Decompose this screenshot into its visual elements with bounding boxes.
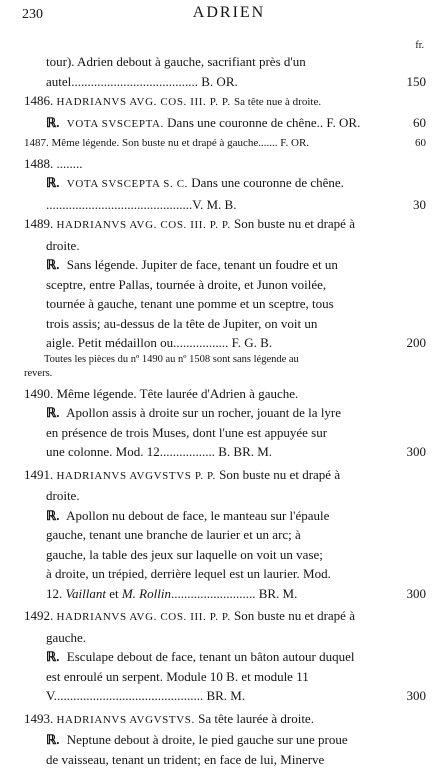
entry-1487 (24, 134, 424, 154)
reverse-text: Apollon nu debout de face, le manteau sur l'épaule (66, 508, 329, 523)
reverse-text: une colonne. Mod. 12................. B. BR. M. (46, 444, 272, 459)
entry-text: 1487. Même légende. Son buste nu et drapé à gauche....... F. OR. (24, 137, 309, 149)
obverse-legend: HADRIANVS AVG. COS. III. P. P. (57, 611, 231, 623)
reverse-line (24, 647, 424, 667)
running-title: ADRIEN (22, 4, 436, 22)
reverse-text: Esculape debout de face, tenant un bâton autour duquel (67, 649, 355, 664)
obverse-legend: HADRIANVS AVG. COS. III. P. P. (57, 219, 231, 231)
reverse-legend: VOTA SVSCEPTA S. C. (67, 178, 188, 190)
obverse-description: Son buste nu et drapé à (219, 467, 340, 482)
reverse-line (24, 442, 424, 462)
reverse-symbol: ℝ. (46, 115, 60, 130)
author-name: Vaillant (66, 586, 106, 601)
footnote-line: revers. (24, 367, 424, 381)
reverse-line (24, 333, 424, 353)
price: 200 (396, 333, 426, 353)
entry-line (24, 134, 424, 154)
entry-1489 (24, 214, 424, 381)
reverse-text: 12. (46, 586, 62, 601)
obverse-description: Son buste nu et drapé à (234, 608, 355, 623)
entry-dots: ........ (57, 156, 83, 171)
entry-line: tour). Adrien debout à gauche, sacrifiant près d'un (24, 52, 424, 72)
obverse-legend: HADRIANVS AVG. COS. III. P. P. (57, 96, 231, 108)
reverse-description: Dans une couronne de chêne.. F. OR. (167, 115, 360, 130)
reverse-line (24, 173, 424, 195)
reverse-text: V.............................................. BR. M. (46, 688, 245, 703)
entry-line (24, 465, 424, 487)
price: 300 (396, 442, 426, 462)
reverse-symbol: ℝ. (46, 649, 60, 664)
reverse-line (24, 730, 424, 750)
price: 150 (396, 72, 426, 92)
obverse-legend: HADRIANVS AVGVSTVS P. P. (57, 470, 216, 482)
entry-number: 1488. (24, 156, 53, 171)
obverse-description: Son buste nu et drapé à (234, 216, 355, 231)
entry-1491 (24, 465, 424, 604)
reverse-line: à droite, un trépied, derrière lequel est un laurier. Mod. (24, 564, 424, 584)
reverse-symbol: ℝ. (46, 508, 60, 523)
reverse-line (24, 584, 424, 604)
reverse-line (24, 686, 424, 706)
reverse-description: Dans une couronne de chêne. (191, 175, 344, 190)
footnote-line: Toutes les pièces du nº 1490 au nº 1508 sont sans légende au (24, 353, 424, 367)
reverse-line (24, 403, 424, 423)
reverse-line: de vaisseau, tenant un trident; en face de lui, Minerve (24, 750, 424, 769)
entry-line (24, 606, 424, 628)
reverse-text: .............................................V. M. B. (46, 197, 236, 212)
entry-1492 (24, 606, 424, 706)
reverse-line: gauche, tenant une branche de laurier et un arc; à (24, 525, 424, 545)
entry-1490 (24, 384, 424, 462)
reverse-line: sceptre, entre Pallas, tournée à droite, et Junon voilée, (24, 275, 424, 295)
reverse-symbol: ℝ. (46, 257, 60, 272)
reverse-line: gauche, la table des jeux sur laquelle on voit un vase; (24, 545, 424, 565)
entry-line: droite. (24, 486, 424, 506)
reverse-text: aigle. Petit médaillon ou................. F. G. B. (46, 335, 272, 350)
entry-1488 (24, 154, 424, 215)
entry-line (24, 709, 424, 731)
entry-number: 1486. (24, 93, 53, 108)
obverse-legend: HADRIANVS AVGVSTVS. (57, 714, 195, 726)
entry-line: gauche. (24, 628, 424, 648)
reverse-text: Apollon assis à droite sur un rocher, jouant de la lyre (66, 405, 341, 420)
entry-line (24, 91, 424, 113)
entry-line (24, 154, 424, 174)
reverse-symbol: ℝ. (46, 175, 60, 190)
entry-line: droite. (24, 236, 424, 256)
reverse-text: et (109, 586, 118, 601)
obverse-description: Sa tête laurée à droite. (198, 711, 314, 726)
entry-continuation (24, 52, 424, 91)
entry-number: 1492. (24, 608, 53, 623)
entry-line (24, 214, 424, 236)
obverse-description: Sa tête nue à droite. (234, 96, 321, 108)
reverse-line (24, 255, 424, 275)
reverse-line: est enroulé un serpent. Module 10 B. et module 11 (24, 667, 424, 687)
reverse-legend: VOTA SVSCEPTA. (67, 118, 164, 130)
entry-line: 1490. Même légende. Tête laurée d'Adrien à gauche. (24, 384, 424, 404)
price: 300 (396, 584, 426, 604)
page-header (22, 4, 436, 30)
catalog-entries (24, 52, 424, 769)
reverse-symbol: ℝ. (46, 732, 60, 747)
page-number: 230 (22, 7, 43, 23)
reverse-symbol: ℝ. (46, 405, 60, 420)
reverse-line (24, 506, 424, 526)
entry-number: 1489. (24, 216, 53, 231)
entry-1486 (24, 91, 424, 134)
entry-text: autel....................................... B. OR. (46, 74, 238, 89)
entry-line (24, 72, 424, 92)
reverse-line (24, 113, 424, 135)
reverse-line: en présence de trois Muses, dont l'une est appuyée sur (24, 423, 424, 443)
reverse-line: tournée à gauche, tenant une pomme et un sceptre, tous (24, 294, 424, 314)
price-column-header: fr. (415, 40, 424, 51)
price: 30 (396, 195, 426, 215)
price: 300 (396, 686, 426, 706)
reverse-text: Neptune debout à droite, le pied gauche sur une proue (67, 732, 348, 747)
author-name: M. Rollin (122, 586, 171, 601)
entry-1493 (24, 709, 424, 769)
entry-number: 1491. (24, 467, 53, 482)
reverse-line (24, 195, 424, 215)
price: 60 (396, 134, 426, 154)
reverse-text: .......................... BR. M. (171, 586, 297, 601)
entry-number: 1493. (24, 711, 53, 726)
reverse-line: trois assis; au-dessus de la tête de Jupiter, on voit un (24, 314, 424, 334)
reverse-text: Sans légende. Jupiter de face, tenant un foudre et un (67, 257, 338, 272)
price: 60 (396, 113, 426, 133)
